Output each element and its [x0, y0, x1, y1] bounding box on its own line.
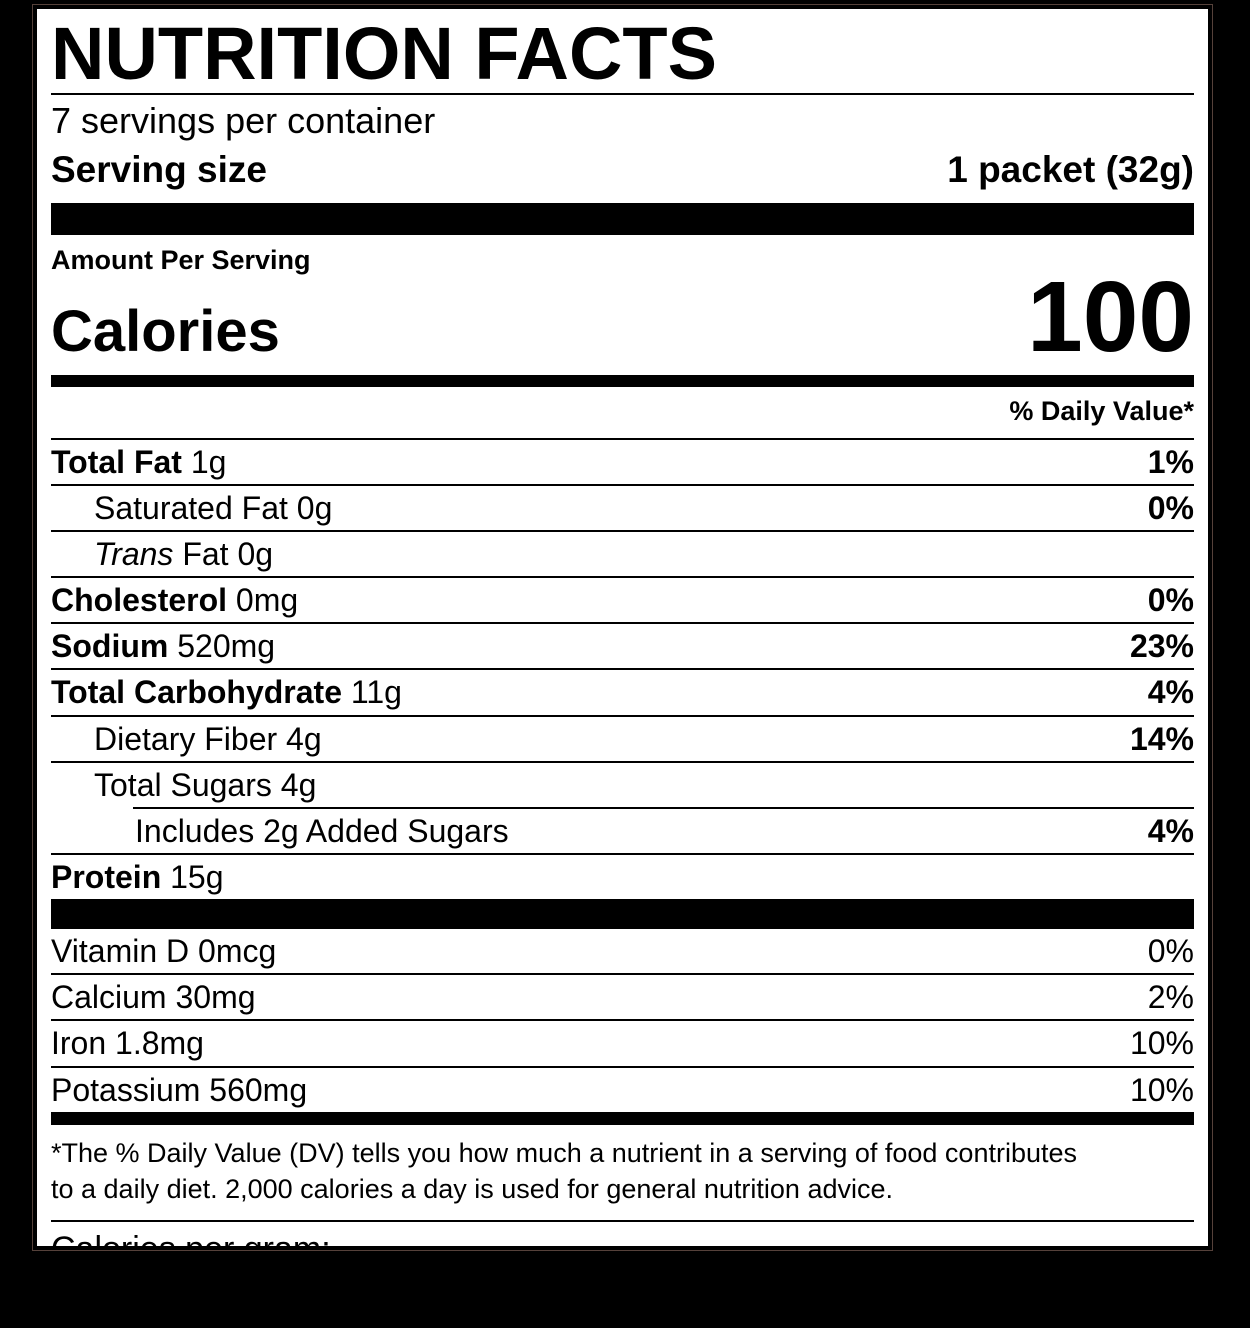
- nutrient-row-added-sugars: [51, 809, 1194, 853]
- vitamin-row-calcium: [51, 973, 1194, 1019]
- serving-size-label: Serving size: [51, 148, 267, 190]
- nutrient-amount: 520mg: [177, 628, 276, 665]
- vitamin-amount: 560mg: [209, 1071, 308, 1108]
- daily-value-header: % Daily Value*: [1009, 395, 1194, 426]
- nutrient-amount: 0mg: [235, 582, 299, 619]
- nutrient-name: Total Fat: [51, 443, 182, 480]
- vitamin-row-iron: [51, 1019, 1194, 1065]
- nutrient-dv: 0%: [1147, 582, 1194, 619]
- nutrient-dv: 23%: [1129, 628, 1194, 665]
- nutrient-name: Sodium: [51, 628, 169, 665]
- label-title: NUTRITION FACTS: [51, 12, 717, 95]
- nutrient-row-sodium: [51, 622, 1194, 668]
- nutrient-amount: Fat 0g: [182, 535, 274, 572]
- nutrient-row-saturated-fat: [51, 484, 1194, 530]
- nutrient-dv: 4%: [1147, 812, 1194, 849]
- nutrient-dv: 1%: [1147, 443, 1194, 480]
- serving-size-value: 1 packet (32g): [947, 148, 1194, 190]
- footnote-line-2: to a daily diet. 2,000 calories a day is used for general nutrition advice.: [51, 1174, 893, 1205]
- cpg-carbohydrate: Carbohydrate 4: [475, 1278, 711, 1317]
- servings-per-container: 7 servings per container: [51, 100, 436, 141]
- nutrient-name: Includes 2g Added Sugars: [135, 812, 509, 849]
- serving-size-row: [51, 143, 1194, 203]
- vitamin-dv: 10%: [1129, 1025, 1194, 1062]
- medium-separator-bar-calories: [51, 375, 1194, 387]
- nutrient-row-total-sugars: [51, 761, 1194, 807]
- nutrient-amount: 4g: [286, 720, 322, 757]
- medium-separator-bar-footnote: [51, 1112, 1194, 1125]
- cpg-fat: Fat 9: [51, 1278, 129, 1317]
- nutrient-name: Total Carbohydrate: [51, 674, 342, 711]
- calories-value: 100: [1027, 260, 1194, 373]
- calories-per-gram-label: Calories per gram:: [51, 1229, 331, 1268]
- daily-value-footnote: [51, 1125, 1194, 1220]
- nutrient-amount: 1g: [190, 443, 227, 480]
- nutrient-amount: 0g: [296, 489, 333, 526]
- vitamin-name: Iron: [51, 1025, 107, 1062]
- amount-per-serving-label: Amount Per Serving: [51, 244, 311, 275]
- nutrient-amount: 11g: [350, 674, 402, 711]
- vitamin-amount: 0mcg: [198, 933, 277, 970]
- nutrient-dv: 14%: [1129, 720, 1194, 757]
- vitamin-dv: 0%: [1147, 933, 1194, 970]
- nutrient-dv: 0%: [1147, 489, 1194, 526]
- vitamin-dv: 2%: [1147, 979, 1194, 1016]
- nutrient-row-trans-fat: [51, 530, 1194, 576]
- cpg-bullet-2: •: [878, 1278, 891, 1317]
- nutrient-name: Saturated Fat: [94, 489, 288, 526]
- vitamin-row-vitamin-d: [51, 929, 1194, 973]
- nutrient-amount: 15g: [170, 859, 224, 895]
- nutrient-name: Total Sugars: [94, 766, 272, 803]
- nutrient-row-total-carbohydrate: [51, 668, 1194, 714]
- vitamin-row-potassium: [51, 1066, 1194, 1112]
- footnote-line-1: *The % Daily Value (DV) tells you how much a nutrient in a serving of food contributes: [51, 1137, 1077, 1168]
- cpg-protein: Protein 4: [1057, 1278, 1194, 1317]
- vitamin-dv: 10%: [1129, 1071, 1194, 1108]
- calories-label: Calories: [51, 298, 280, 364]
- nutrient-name: Dietary Fiber: [94, 720, 278, 757]
- nutrient-name: Cholesterol: [51, 582, 228, 619]
- vitamin-amount: 1.8mg: [115, 1025, 204, 1062]
- vitamin-name: Potassium: [51, 1071, 201, 1108]
- vitamin-name: Calcium: [51, 979, 167, 1016]
- vitamin-amount: 30mg: [175, 979, 256, 1016]
- vitamin-name: Vitamin D: [51, 933, 190, 970]
- nutrient-dv: 4%: [1147, 674, 1194, 711]
- nutrient-row-dietary-fiber: [51, 715, 1194, 761]
- nutrient-row-protein: [51, 853, 1194, 899]
- thick-separator-bar-top: [51, 203, 1194, 235]
- nutrient-amount: 4g: [280, 766, 317, 803]
- nutrient-row-cholesterol: [51, 576, 1194, 622]
- nutrition-facts-label: [33, 5, 1212, 1317]
- calories-row: [51, 260, 1194, 373]
- nutrient-row-total-fat: [51, 438, 1194, 484]
- calories-per-gram-row: [51, 1271, 1194, 1328]
- nutrient-name: Trans: [94, 535, 174, 572]
- cpg-bullet-1: •: [296, 1278, 309, 1317]
- nutrient-name: Protein: [51, 859, 162, 895]
- thick-separator-bar-vitamins: [51, 899, 1194, 929]
